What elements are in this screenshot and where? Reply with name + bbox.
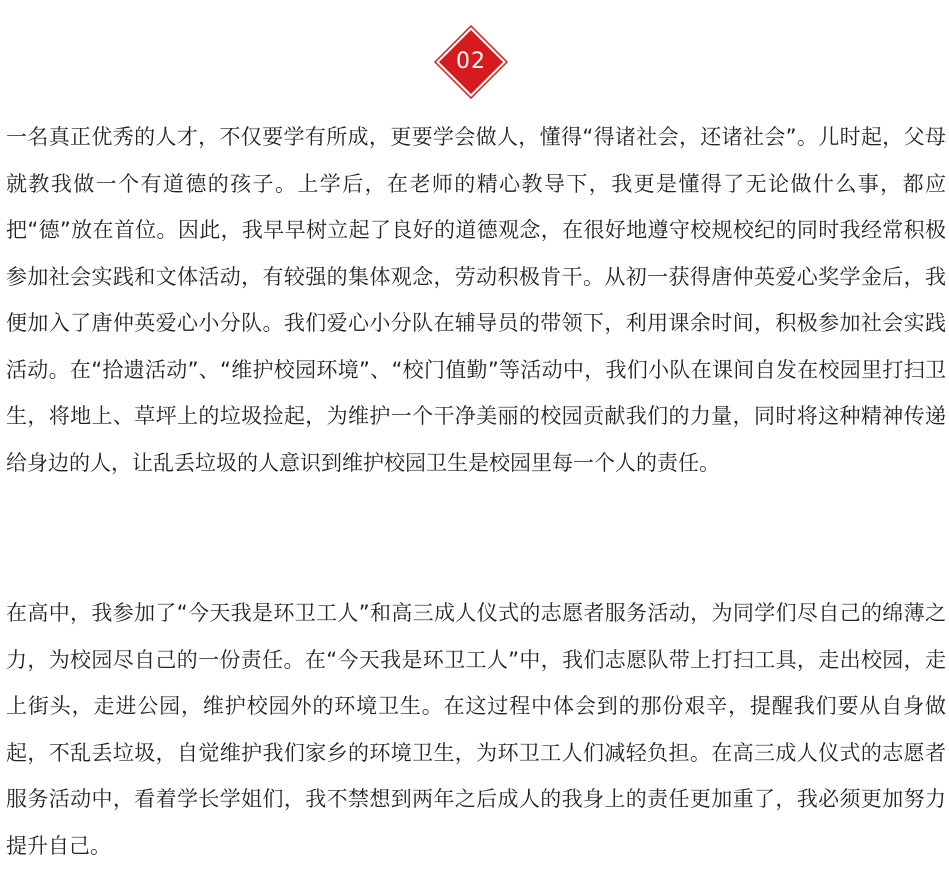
section-number-badge: [434, 25, 508, 99]
body-paragraph-1: 一名真正优秀的人才，不仅要学有所成，更要学会做人，懂得“得诸社会，还诸社会”。儿时起，父母就教我做一个有道德的孩子。上学后，在老师的精心教导下，我更是懂得了无论做什么事，都应把“德”放在首位。因此，我早早树立起了良好的道德观念，在很好地遵守校规校纪的同时我经常积极参加社会实践和文体活动，有较强的集体观念，劳动积极肯干。从初一获得唐仲英爱心奖学金后，我便加入了唐仲英爱心小分队。我们爱心小分队在辅导员的带领下，利用课余时间，积极参加社会实践活动。在“拾遗活动”、“维护校园环境”、“校门值勤”等活动中，我们小队在课间自发在校园里打扫卫生，将地上、草坪上的垃圾捡起，为维护一个干净美丽的校园贡献我们的力量，同时将这种精神传递给身边的人，让乱丢垃圾的人意识到维护校园卫生是校园里每一个人的责任。: [6, 125, 946, 475]
section-number: 02: [456, 49, 486, 74]
body-paragraph-2: 在高中，我参加了“今天我是环卫工人”和高三成人仪式的志愿者服务活动，为同学们尽自己的绵薄之力，为校园尽自己的一份责任。在“今天我是环卫工人”中，我们志愿队带上打扫工具，走出校园，走上街头，走进公园，维护校园外的环境卫生。在这过程中体会到的那份艰辛，提醒我们要从自身做起，不乱丢垃圾，自觉维护我们家乡的环境卫生，为环卫工人们减轻负担。在高三成人仪式的志愿者服务活动中，看着学长学姐们，我不禁想到两年之后成人的我身上的责任更加重了，我必须更加努力提升自己。: [6, 601, 946, 858]
